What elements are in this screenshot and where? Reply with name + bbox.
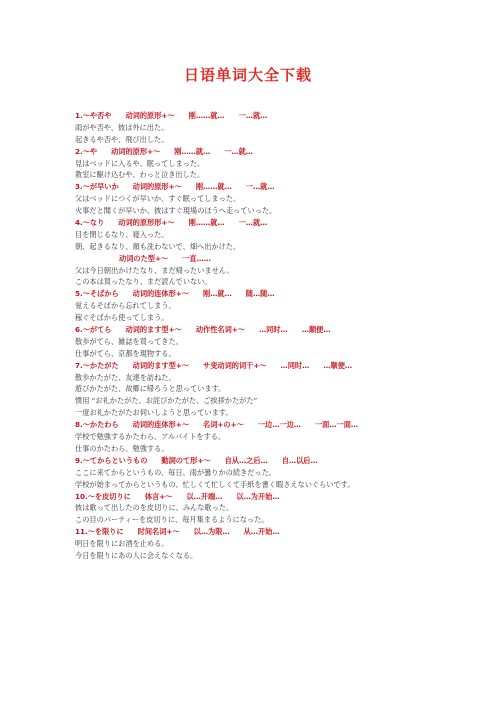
example-sentence: 彼は歌って出したのを皮切りに、みんな歌った。 bbox=[75, 503, 234, 513]
entry-heading-part: 动词のた型+～ bbox=[119, 253, 169, 263]
entry-heading bbox=[75, 253, 485, 265]
example-sentence: 朝、起きるなり、顔も洗わないで、畑へ出かけた。 bbox=[75, 241, 241, 251]
entry-heading-part: 一面…一面… bbox=[314, 420, 359, 430]
entry-heading-part: 11.～を限りに bbox=[75, 527, 124, 537]
entry-heading bbox=[75, 526, 485, 538]
example-sentence: 起きるや否や、飛び出した。 bbox=[75, 134, 169, 144]
entry-heading-part: 1.～や否や bbox=[75, 111, 112, 120]
entry-heading bbox=[75, 455, 485, 467]
entry-heading-part: 一…就… bbox=[238, 218, 268, 228]
entry-heading-part: 体言+～ bbox=[144, 491, 173, 501]
entry-heading-part: 2.～や bbox=[75, 146, 98, 156]
example-sentence: 遊びかたがた、故郷に帰ろうと思っています。 bbox=[75, 384, 226, 394]
entry-heading-part: 7.～かたがた bbox=[75, 360, 119, 370]
entry-heading-part: 以…开端… bbox=[186, 491, 223, 501]
example-sentence: 父はベッドにつくが早いか、すぐ眠ってしまった。 bbox=[75, 194, 241, 204]
example-sentence: 一度お礼かたがたお伺いしようと思っています。 bbox=[75, 408, 233, 418]
entry-heading-part: 动词的原形+～ bbox=[111, 146, 161, 156]
entry-heading-part: 一…就… bbox=[224, 146, 253, 156]
example-sentence: 仕事がてら、京都を現物する。 bbox=[75, 348, 176, 358]
entry-heading-part: 刚……就… bbox=[174, 146, 211, 156]
entry-heading-part: 以…为限… bbox=[193, 527, 230, 537]
entry-heading bbox=[75, 419, 485, 431]
example-sentence: 覚えるそばから忘れてしまう。 bbox=[75, 301, 176, 311]
example-sentence: 父は今日朝出かけたなり、まだ帰ったいません。 bbox=[75, 265, 234, 275]
example-sentence: 惯用 “お礼かたがた、お詫びかたがた、ご挨拶かたがた” bbox=[75, 396, 258, 406]
entry-heading-part: 动词的原形+～ bbox=[132, 182, 182, 192]
entry-heading-part: 一…就… bbox=[238, 111, 268, 120]
entry-heading-part: …顺便… bbox=[301, 325, 331, 335]
entry-heading-part: 動詞のて形+～ bbox=[161, 455, 211, 465]
entry-heading-part: 自从…之后… bbox=[224, 455, 268, 465]
entry-heading-part: サ变动词的词干+～ bbox=[203, 360, 267, 370]
entry-heading-part: 5.～そばから bbox=[75, 289, 119, 299]
entry-heading bbox=[75, 288, 485, 300]
entry-heading-part: 自…以后… bbox=[281, 455, 318, 465]
entry-heading-part: 以…为开始… bbox=[236, 491, 280, 501]
example-sentence: 仕事のかたわら、勉強する。 bbox=[75, 443, 169, 453]
example-sentence: 教室に駆け込むや、わっと泣き出した。 bbox=[75, 170, 205, 180]
example-sentence: 目を閉じるなり、寝入った。 bbox=[75, 229, 169, 239]
entry-heading-part: 动词的连体形+～ bbox=[132, 289, 190, 299]
document-title: 日语单词大全下载 bbox=[183, 66, 312, 84]
entry-heading bbox=[75, 146, 485, 158]
example-sentence: 学校が始まってからというもの、忙しくて忙しくて手紙を書く暇さえないぐらいです。 bbox=[75, 479, 355, 489]
entry-heading-part: …顺便… bbox=[323, 360, 353, 370]
entry-heading-part: 刚……就… bbox=[195, 182, 232, 192]
entry-heading-part: 10.～を皮切りに bbox=[75, 491, 131, 501]
entry-heading-part: …同时… bbox=[280, 360, 310, 370]
entry-heading-part: 4.～なり bbox=[75, 218, 105, 228]
entry-heading-part: 从…开始… bbox=[243, 527, 280, 537]
example-sentence: 学校で勉強するかたわら、アルバイトをする。 bbox=[75, 432, 226, 442]
entry-heading bbox=[75, 324, 485, 336]
entry-heading-part: 刚……就… bbox=[188, 218, 225, 228]
entry-heading-part: 一边…一边… bbox=[257, 420, 301, 430]
example-sentence: 見はベッドに入るや、眠ってしまった。 bbox=[75, 158, 205, 168]
entry-heading-part: 动词的原形形+～ bbox=[118, 218, 175, 228]
entry-heading bbox=[75, 181, 485, 193]
entry-heading bbox=[75, 110, 485, 122]
example-sentence: 火事だと聞くが早いか、彼はすぐ現場のほうへ走っていった。 bbox=[75, 206, 277, 216]
example-sentence: 散歩がてら、雑誌を買ってきた。 bbox=[75, 336, 183, 346]
example-sentence: 散歩かたがた、友達を訪ねた。 bbox=[75, 372, 176, 382]
example-sentence: 明日を限りにお酒を止める。 bbox=[75, 539, 169, 549]
entry-heading-part: 动词的ます型+～ bbox=[125, 325, 182, 335]
entry-heading bbox=[75, 217, 485, 229]
entry-heading-part: 6.～がてら bbox=[75, 325, 112, 335]
example-sentence: 稼ぐそばから使ってしまう。 bbox=[75, 313, 169, 323]
document-body bbox=[75, 110, 485, 562]
entry-heading-part: 8.～かたわら bbox=[75, 420, 119, 430]
entry-heading-part: 刚……就… bbox=[188, 111, 225, 120]
entry-heading-part: 动词的连体形+～ bbox=[132, 420, 190, 430]
entry-heading-part: 动词的ます型+～ bbox=[132, 360, 190, 370]
example-sentence: この本は買ったなり、まだ読んでいない。 bbox=[75, 277, 212, 287]
entry-heading-part: 3.～が早いか bbox=[75, 182, 119, 192]
entry-heading-part: 9.～てからというもの bbox=[75, 455, 148, 465]
entry-heading-part: 动词的原形+～ bbox=[125, 111, 175, 120]
entry-heading bbox=[75, 360, 485, 372]
entry-heading-part: 一…就… bbox=[245, 182, 275, 192]
example-sentence: 雨がや否や、彼は外に出た。 bbox=[75, 122, 169, 132]
entry-heading-part: …同时… bbox=[258, 325, 288, 335]
entry-heading-part: 一直…… bbox=[182, 253, 211, 263]
entry-heading bbox=[75, 491, 485, 503]
entry-heading-part: 动作性名词+～ bbox=[195, 325, 245, 335]
example-sentence: この目のパーティーを皮切りに、毎月集まるようになった。 bbox=[75, 515, 269, 525]
example-sentence: ここに来てからというもの、毎日、雨が曇りかの続きだった。 bbox=[75, 467, 276, 477]
entry-heading-part: 刚…就… bbox=[203, 289, 232, 299]
example-sentence: 今日を限りにあの人に会えなくなる。 bbox=[75, 550, 198, 560]
entry-heading-part: 时间名词+～ bbox=[137, 527, 180, 537]
entry-heading-part: 随…随… bbox=[245, 289, 275, 299]
entry-heading-part: 名词+の+～ bbox=[203, 420, 244, 430]
